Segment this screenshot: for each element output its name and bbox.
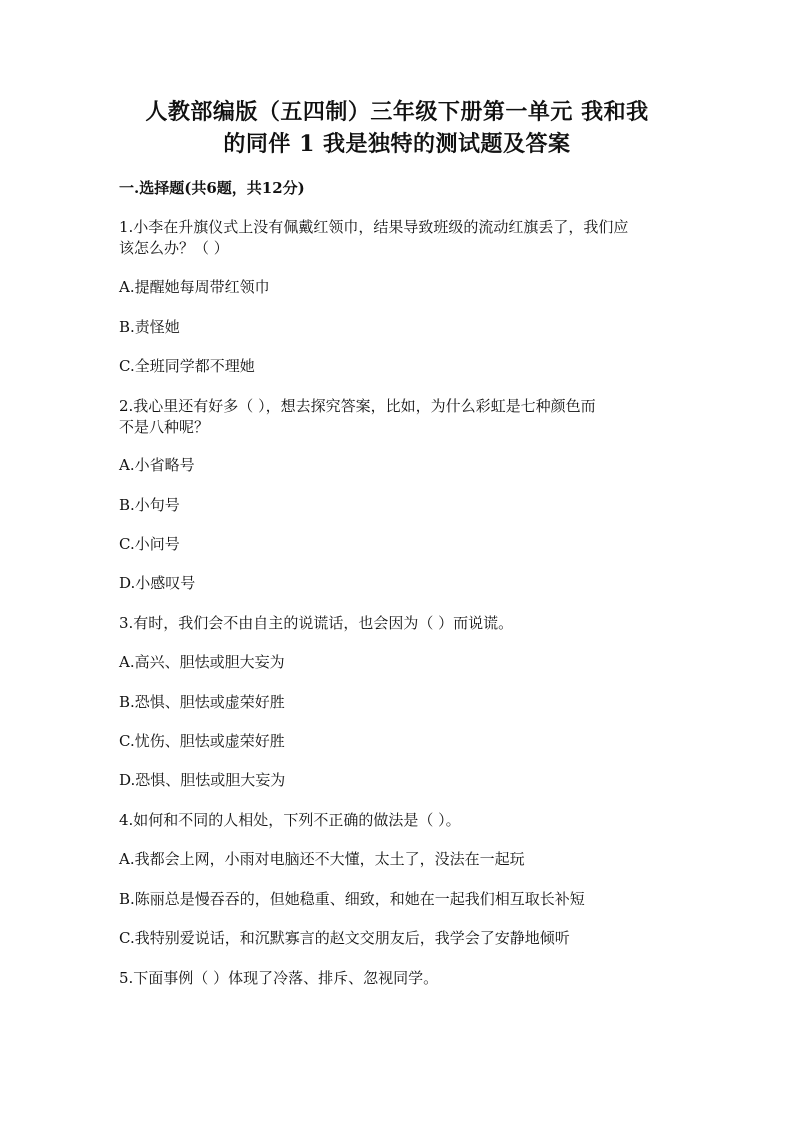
question-3-option-d: D.恐惧、胆怯或胆大妄为 bbox=[119, 771, 286, 789]
question-5-stem-line-1: 5.下面事例（ ）体现了冷落、排斥、忽视同学。 bbox=[119, 969, 439, 987]
question-3-option-c: C.忧伤、胆怯或虚荣好胜 bbox=[119, 732, 285, 750]
question-2-option-b: B.小句号 bbox=[119, 496, 180, 514]
question-2-option-d: D.小感叹号 bbox=[119, 574, 196, 592]
question-1-stem-line-2: 该怎么办？（ ） bbox=[119, 239, 229, 257]
question-2-option-c: C.小问号 bbox=[119, 535, 180, 553]
question-2-stem-line-2: 不是八种呢？ bbox=[119, 418, 210, 436]
question-3-option-b: B.恐惧、胆怯或虚荣好胜 bbox=[119, 693, 285, 711]
document-title bbox=[100, 96, 694, 160]
question-3-stem-line-1: 3.有时，我们会不由自主的说谎话，也会因为（ ）而说谎。 bbox=[119, 614, 514, 632]
question-4-option-a: A.我都会上网，小雨对电脑还不大懂，太土了，没法在一起玩 bbox=[119, 850, 525, 868]
title-line-2: 的同伴 1 我是独特的测试题及答案 bbox=[223, 131, 571, 157]
question-1-option-c: C.全班同学都不理她 bbox=[119, 357, 255, 375]
question-1-option-a: A.提醒她每周带红领巾 bbox=[119, 278, 270, 296]
question-2-stem-line-1: 2.我心里还有好多（ ），想去探究答案，比如，为什么彩虹是七种颜色而 bbox=[119, 397, 596, 415]
section-heading: 一.选择题(共6题，共12分) bbox=[119, 179, 305, 197]
question-4-option-b: B.陈丽总是慢吞吞的，但她稳重、细致，和她在一起我们相互取长补短 bbox=[119, 890, 585, 908]
title-line-1: 人教部编版（五四制）三年级下册第一单元 我和我 bbox=[145, 99, 649, 125]
question-4-stem-line-1: 4.如何和不同的人相处，下列不正确的做法是（ ）。 bbox=[119, 811, 461, 829]
question-4-option-c: C.我特别爱说话，和沉默寡言的赵文交朋友后，我学会了安静地倾听 bbox=[119, 929, 570, 947]
question-1-stem-line-1: 1.小李在升旗仪式上没有佩戴红领巾，结果导致班级的流动红旗丢了，我们应 bbox=[119, 218, 629, 236]
question-1-option-b: B.责怪她 bbox=[119, 318, 180, 336]
question-2-option-a: A.小省略号 bbox=[119, 456, 195, 474]
question-3-option-a: A.高兴、胆怯或胆大妄为 bbox=[119, 653, 285, 671]
